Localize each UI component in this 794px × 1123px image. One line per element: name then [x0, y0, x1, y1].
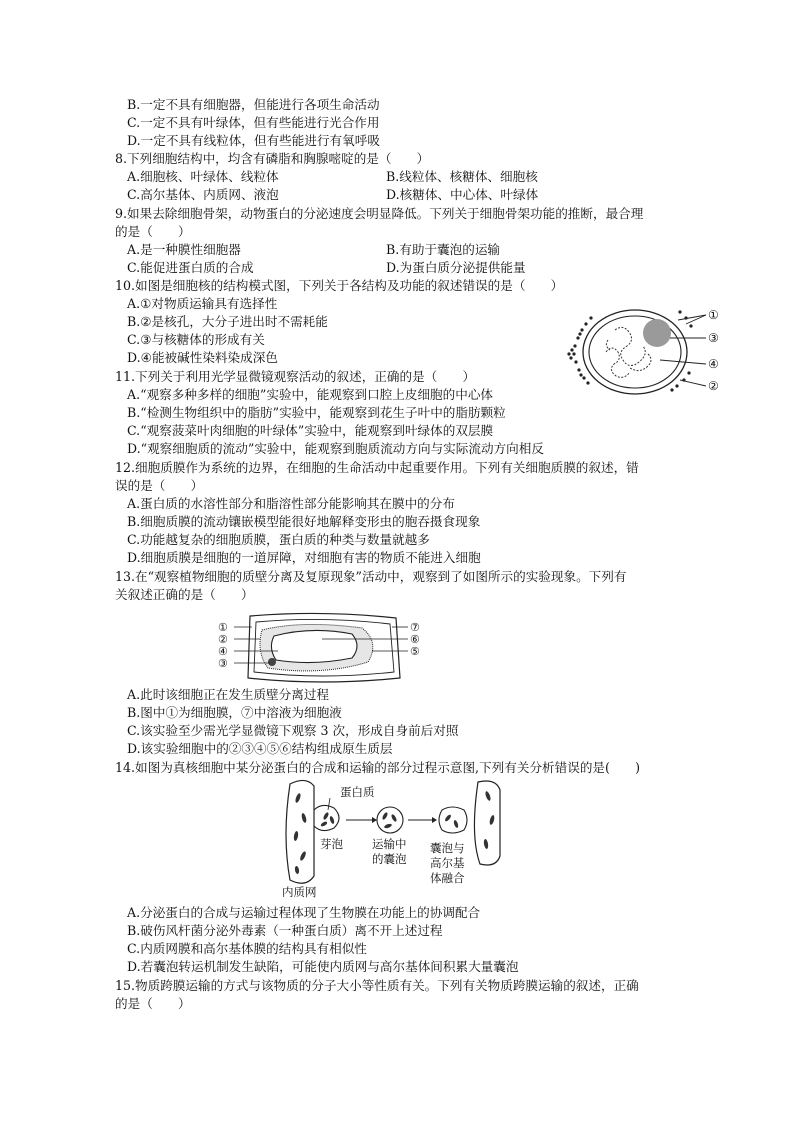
nucleus-label-3: ③ — [708, 331, 719, 345]
q12-option-c: C.功能越复杂的细胞质膜，蛋白质的种类与数量就越多 — [127, 532, 430, 547]
q8-option-d: D.核糖体、中心体、叶绿体 — [386, 187, 539, 202]
q11-option-d: D.“观察细胞质的流动”实验中，能观察到胞质流动方向与实际流动方向相反 — [127, 441, 544, 456]
fusing-vesicle — [439, 807, 467, 833]
q8-option-a: A.细胞核、叶绿体、线粒体 — [127, 169, 279, 184]
q10-option-d: D.④能被碱性染料染成深色 — [127, 350, 278, 365]
q13-option-a: A.此时该细胞正在发生质壁分离过程 — [127, 687, 330, 702]
q9-stem-line1: 9.如果去除细胞骨架，动物蛋白的分泌速度会明显降低。下列关于细胞骨架功能的推断，最合理 — [115, 206, 644, 221]
q14-option-c: C.内质网膜和高尔基体膜的结构具有相似性 — [127, 941, 367, 956]
label-bud: 芽泡 — [320, 837, 343, 851]
q8-option-b: B.线粒体、核糖体、细胞核 — [386, 169, 538, 184]
er-contents — [293, 793, 307, 875]
plasmolysis-label-4: ④ — [218, 645, 228, 658]
q8-stem: 8.下列细胞结构中，均含有磷脂和胸腺嘧啶的是（ ） — [115, 151, 430, 166]
q11-option-a: A.“观察多种多样的细胞”实验中，能观察到口腔上皮细胞的中心体 — [127, 387, 494, 402]
nucleus-label-1: ① — [708, 308, 719, 322]
plasmolysis-label-2: ② — [218, 633, 228, 646]
q7-option-b: B.一定不具有细胞器，但能进行各项生命活动 — [127, 97, 380, 112]
q13-option-c: C.该实验至少需光学显微镜下观察 3 次，形成自身前后对照 — [127, 723, 459, 738]
q12-option-a: A.蛋白质的水溶性部分和脂溶性部分能影响其在膜中的分布 — [127, 496, 455, 511]
q8-option-c: C.高尔基体、内质网、液泡 — [127, 187, 279, 202]
q9-option-c: C.能促进蛋白质的合成 — [127, 260, 254, 275]
q11-option-b: B.“检测生物组织中的脂肪”实验中，能观察到花生子叶中的脂肪颗粒 — [127, 405, 506, 420]
q11-stem: 11.下列关于利用光学显微镜观察活动的叙述，正确的是（ ） — [115, 369, 476, 384]
q11-option-c: C.“观察菠菜叶肉细胞的叶绿体”实验中，能观察到叶绿体的双层膜 — [127, 423, 494, 438]
q9-option-d: D.为蛋白质分泌提供能量 — [386, 260, 526, 275]
q12-option-d: D.细胞质膜是细胞的一道屏障，对细胞有害的物质不能进入细胞 — [127, 550, 481, 565]
plasmolysis-label-3: ③ — [218, 657, 228, 670]
q10-option-a: A.①对物质运输具有选择性 — [127, 296, 278, 311]
nucleus-dot — [268, 658, 276, 666]
vacuole — [271, 630, 357, 662]
q14-stem: 14.如图为真核细胞中某分泌蛋白的合成和运输的部分过程示意图,下列有关分析错误的是( ) — [115, 760, 641, 775]
q12-stem-line1: 12.细胞质膜作为系统的边界，在细胞的生命活动中起重要作用。下列有关细胞质膜的叙述，错 — [115, 460, 639, 475]
secretory-pathway-figure — [278, 776, 508, 900]
label-fuse-1: 囊泡与 — [430, 841, 465, 855]
label-transport-1: 运输中 — [372, 837, 407, 851]
nucleus-structure-figure — [560, 290, 725, 400]
q13-option-b: B.图中①为细胞膜，⑦中溶液为细胞液 — [127, 705, 342, 720]
nuclear-envelope-outer — [583, 310, 687, 394]
q14-option-d: D.若囊泡转运机制发生缺陷，可能使内质网与高尔基体间积累大量囊泡 — [127, 959, 519, 974]
q9-stem-line2: 的是（ ） — [115, 224, 191, 239]
q14-option-a: A.分泌蛋白的合成与运输过程体现了生物膜在功能上的协调配合 — [127, 905, 481, 920]
label-transport-2: 的囊泡 — [372, 852, 407, 866]
q10-stem: 10.如图是细胞核的结构模式图，下列关于各结构及功能的叙述错误的是（ ） — [115, 278, 564, 293]
q9-option-b: B.有助于囊泡的运输 — [386, 242, 501, 257]
q15-stem-line1: 15.物质跨膜运输的方式与该物质的分子大小等性质有关。下列有关物质跨膜运输的叙述，正确 — [115, 978, 639, 993]
q13-option-d: D.该实验细胞中的②③④⑤⑥结构组成原生质层 — [127, 741, 393, 756]
label-protein: 蛋白质 — [340, 785, 375, 799]
plasmolysis-label-6: ⑥ — [410, 633, 420, 646]
q10-option-b: B.②是核孔，大分子进出时不需耗能 — [127, 314, 328, 329]
q15-stem-line2: 的是（ ） — [115, 996, 191, 1011]
q10-option-c: C.③与核糖体的形成有关 — [127, 332, 265, 347]
q12-option-b: B.细胞质膜的流动镶嵌模型能很好地解释变形虫的胞吞摄食现象 — [127, 514, 481, 529]
label-fuse-3: 体融合 — [430, 871, 465, 885]
q7-option-d: D.一定不具有线粒体，但有些能进行有氧呼吸 — [127, 133, 380, 148]
q14-option-b: B.破伤风杆菌分泌外毒素（一种蛋白质）离不开上述过程 — [127, 923, 443, 938]
transport-vesicle — [377, 807, 403, 833]
plasmolysis-label-5: ⑤ — [410, 645, 420, 658]
plasmolysis-figure — [212, 612, 434, 684]
q7-option-c: C.一定不具有叶绿体，但有些能进行光合作用 — [127, 115, 380, 130]
label-fuse-2: 高尔基 — [430, 856, 465, 870]
plasmolysis-label-1: ① — [218, 621, 228, 634]
q13-stem-line1: 13.在“观察植物细胞的质壁分离及复原现象”活动中，观察到了如图所示的实验现象。下列有 — [115, 569, 627, 584]
nucleus-label-4: ④ — [708, 357, 719, 371]
label-er: 内质网 — [282, 885, 317, 899]
nucleus-label-2: ② — [708, 379, 719, 393]
plasmolysis-label-7: ⑦ — [410, 621, 420, 634]
q13-stem-line2: 关叙述正确的是（ ） — [115, 587, 254, 602]
q12-stem-line2: 误的是（ ） — [115, 478, 204, 493]
nucleolus — [643, 319, 671, 347]
q9-option-a: A.是一种膜性细胞器 — [127, 242, 241, 257]
